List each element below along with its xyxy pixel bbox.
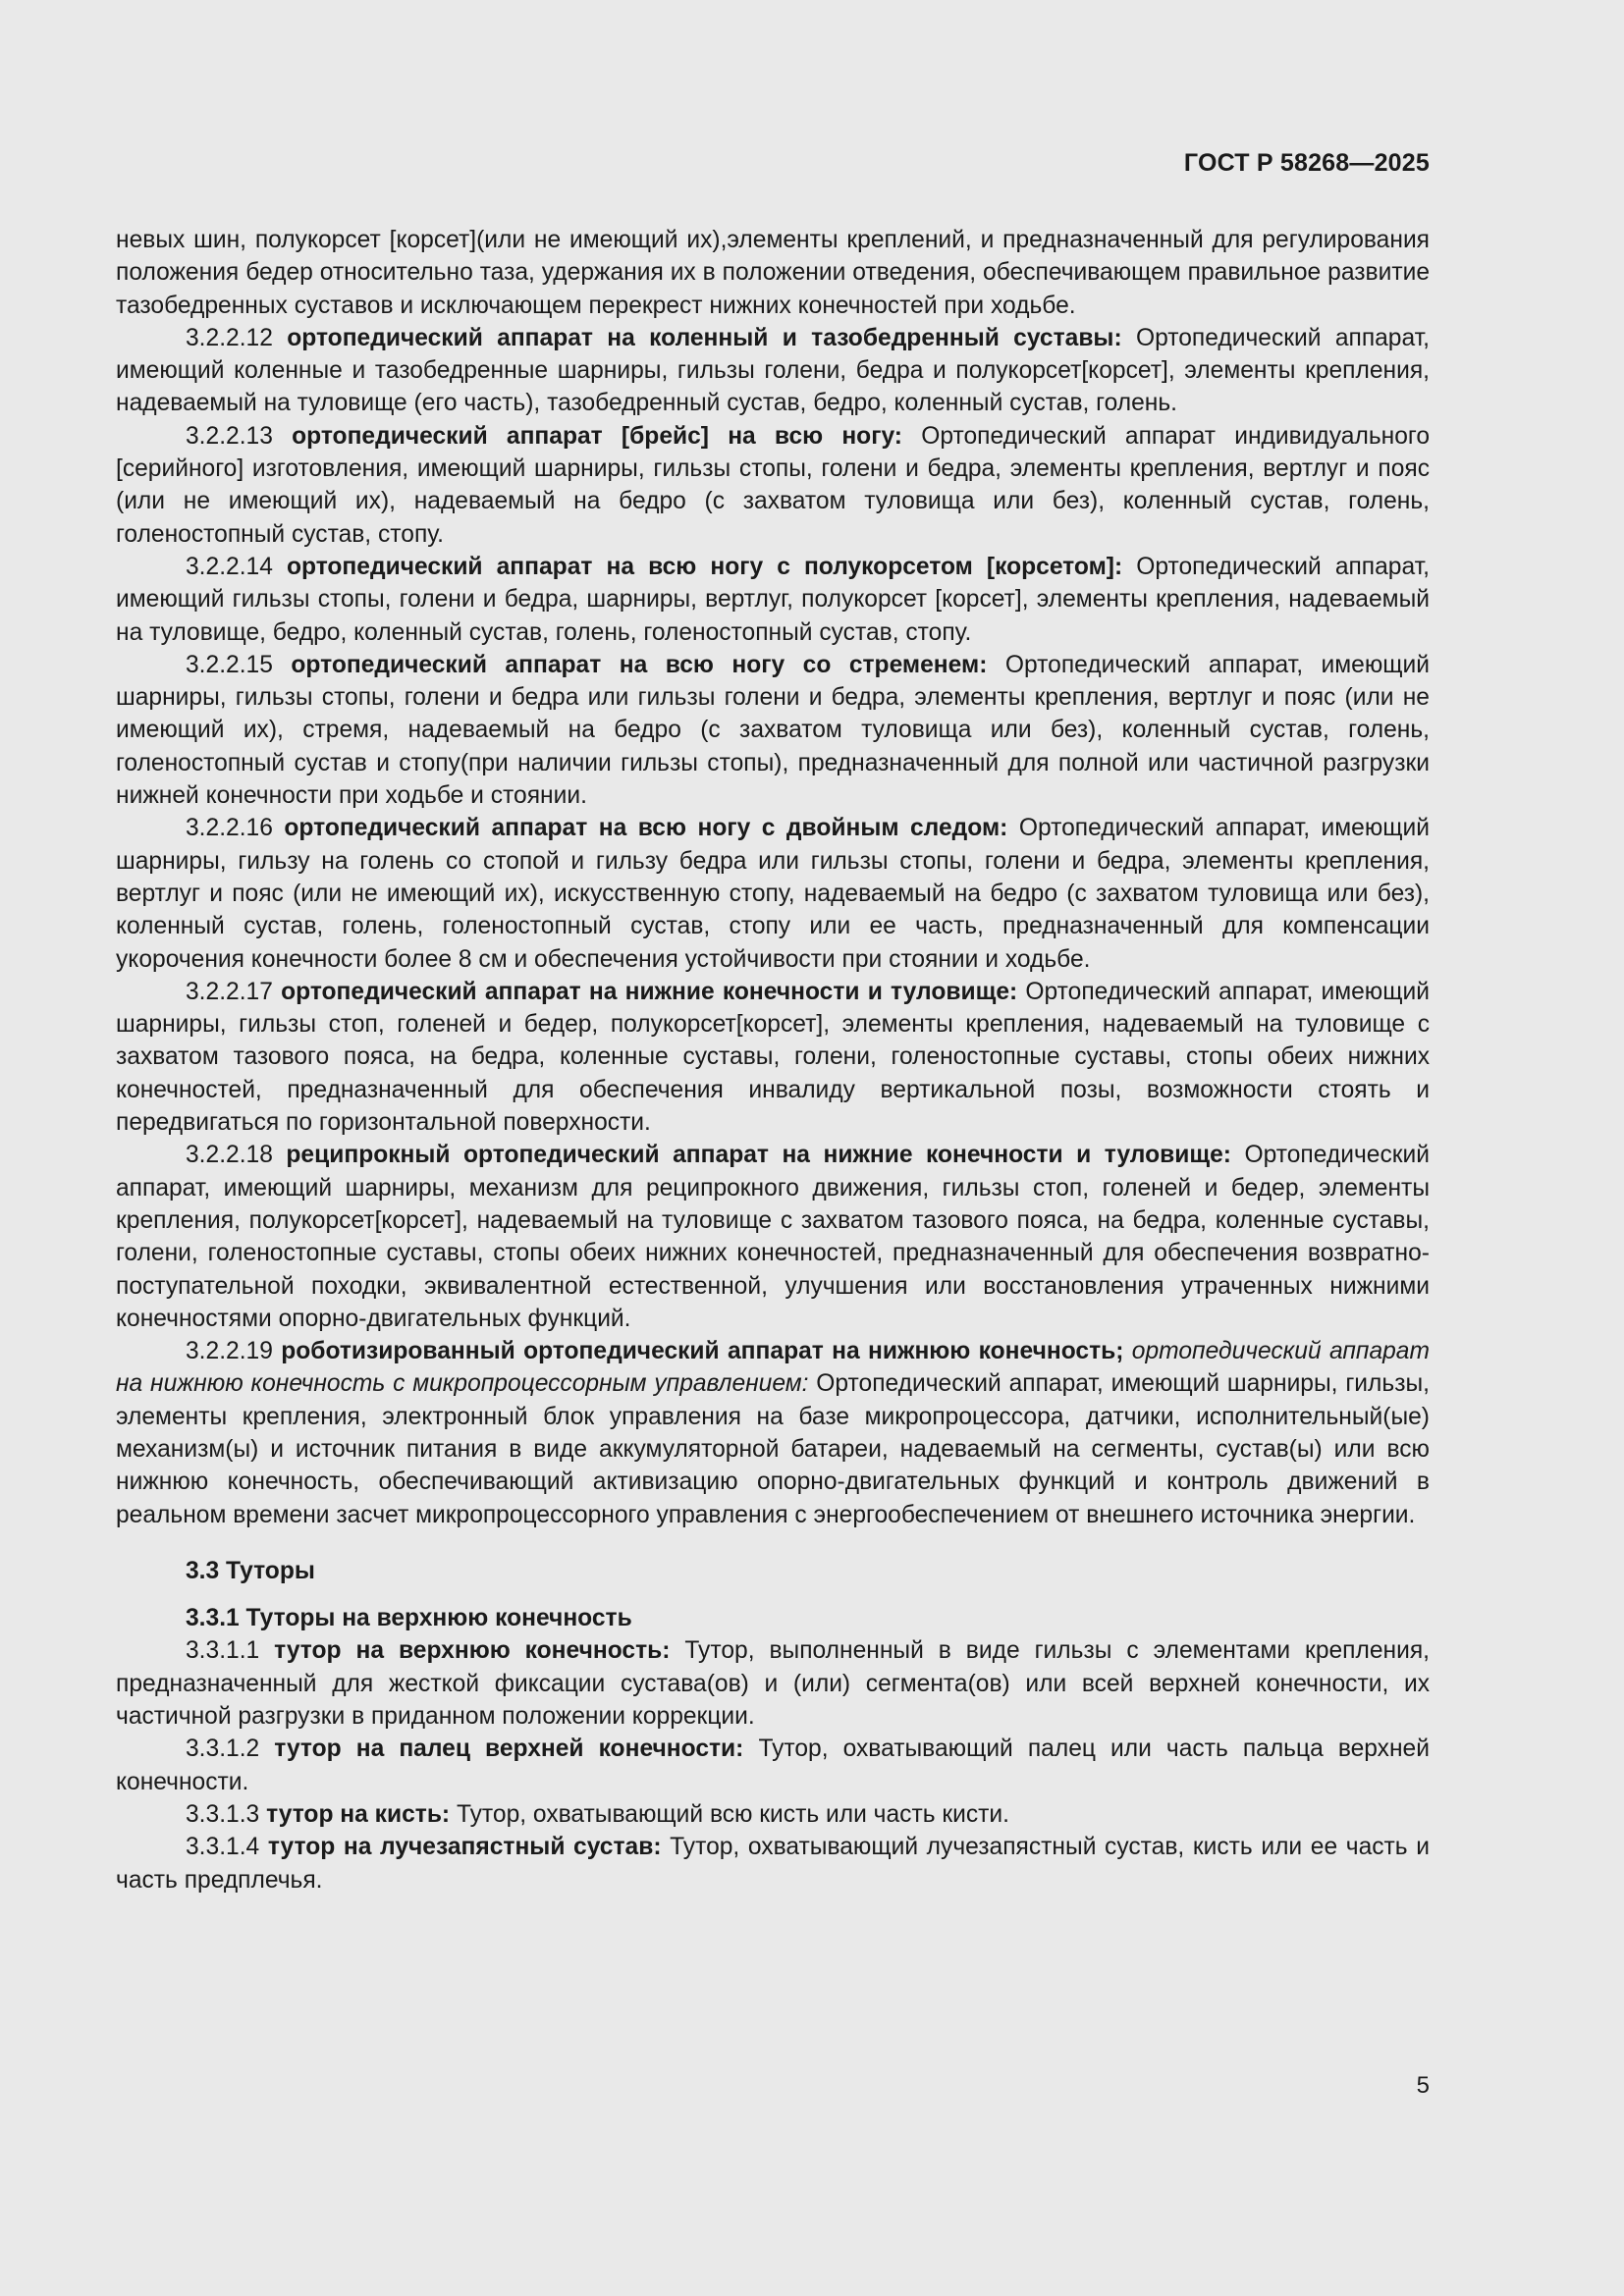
term-title: ортопедический аппарат на коленный и тазобедренный суставы: — [287, 324, 1122, 351]
term-definition: Ортопедический аппарат индивидуального [серийного] изготовления, имеющий шарниры, гильзы стопы, голени и бедра, элементы крепления, вертлуг и пояс (или не имеющий их), надеваемый на бедро (с захватом туловища или без), коленный сустав, голень, голеностопный сустав, стопу. — [116, 422, 1430, 548]
term-number: 3.3.1.2 — [186, 1735, 260, 1763]
paragraph-continuation: невых шин, полукорсет [корсет](или не имеющий их),элементы креплений, и предназначенный для регулирования положения бедер относительно таза, удержания их в положении отведения, обеспечивающем правильное развитие тазобедренных суставов и исключающем перекрест нижних конечностей при ходьбе. — [116, 227, 1430, 319]
term-title: ортопедический аппарат [брейс] на всю ногу: — [292, 422, 902, 450]
section-heading-3-3: 3.3 Туторы — [186, 1557, 315, 1584]
term-definition: Ортопедический аппарат, имеющий коленные и тазобедренные шарниры, гильзы голени, бедра и полукорсет[корсет], элементы крепления, надеваемый на туловище (его часть), тазобедренный сустав, бедро, коленный сустав, голень. — [116, 324, 1430, 417]
term-entry-3-2-2-18 — [116, 1139, 1430, 1335]
term-title: роботизированный ортопедический аппарат на нижнюю конечность; — [281, 1338, 1124, 1365]
subsection-heading-3-3-1: 3.3.1 Туторы на верхнюю конечность — [186, 1605, 632, 1632]
term-number: 3.2.2.12 — [186, 324, 273, 351]
term-number: 3.3.1.3 — [186, 1800, 260, 1828]
term-title: ортопедический аппарат на всю ногу с двойным следом: — [284, 815, 1008, 842]
term-definition: Ортопедический аппарат, имеющий шарниры, гильзу на голень со стопой и гильзу бедра или гильзы стопы, голени и бедра, элементы крепления, вертлуг и пояс (или не имеющий их), искусственную стопу, надеваемый на бедро (с захватом туловища или без), коленный сустав, голень, голеностопный сустав, стопу или ее часть, предназначенный для компенсации укорочения конечности более 8 см и обеспечения устойчивости при стоянии и ходьбе. — [116, 815, 1430, 973]
term-number: 3.3.1.4 — [186, 1834, 260, 1861]
term-number: 3.2.2.17 — [186, 978, 273, 1005]
term-number: 3.3.1.1 — [186, 1637, 260, 1665]
term-title: тутор на палец верхней конечности: — [274, 1735, 744, 1763]
term-definition: Ортопедический аппарат, имеющий гильзы стопы, голени и бедра, шарниры, вертлуг, полукорсет [корсет], элементы крепления, надеваемый на туловище, бедро, коленный сустав, голень, голеностопный сустав, стопу. — [116, 553, 1430, 646]
term-definition: Тутор, выполненный в виде гильзы с элементами крепления, предназначенный для жесткой фиксации сустава(ов) и (или) сегмента(ов) или всей верхней конечности, их частичной разгрузки в приданном положении коррекции. — [116, 1637, 1430, 1731]
term-definition: Тутор, охватывающий палец или часть пальца верхней конечности. — [116, 1735, 1430, 1795]
term-definition: Ортопедический аппарат, имеющий шарниры, механизм для реципрокного движения, гильзы стоп, голеней и бедер, элементы крепления, полукорсет[корсет], надеваемый на туловище с захватом тазового пояса, на бедра, коленные суставы, голени, голеностопные суставы, стопы обеих нижних конечностей, предназначенный для обеспечения возвратно-поступательной походки, эквивалентной естественной, улучшения или восстановления утраченных нижними конечностями опорно-двигательных функций. — [116, 1142, 1430, 1332]
term-entry-3-3-1-3 — [116, 1798, 1430, 1831]
term-definition: Ортопедический аппарат, имеющий шарниры, гильзы, элементы крепления, электронный блок управления на базе микропроцессора, датчики, исполнительный(ые) механизм(ы) и источник питания в виде аккумуляторной батареи, надеваемый на сегменты, сустав(ы) или всю нижнюю конечность, обеспечивающий активизацию опорно-двигательных функций и контроль движений в реальном времени засчет микропроцессорного управления с энергообеспечением от внешнего источника энергии. — [116, 1370, 1430, 1528]
term-title: тутор на верхнюю конечность: — [274, 1637, 671, 1665]
term-title: тутор на лучезапястный сустав: — [267, 1834, 662, 1861]
standard-designation: ГОСТ Р 58268—2025 — [1183, 149, 1430, 177]
term-definition: Тутор, охватывающий лучезапястный сустав, кисть или ее часть и часть предплечья. — [116, 1834, 1430, 1894]
term-title: ортопедический аппарат на всю ногу со стременем: — [291, 651, 988, 678]
term-entry-3-3-1-1 — [116, 1634, 1430, 1733]
term-title: тутор на кисть: — [266, 1800, 451, 1828]
term-entry-3-2-2-15 — [116, 649, 1430, 812]
term-entry-3-2-2-14 — [116, 551, 1430, 649]
term-entry-3-3-1-4 — [116, 1831, 1430, 1896]
term-number: 3.2.2.13 — [186, 422, 273, 450]
term-title: реципрокный ортопедический аппарат на нижние конечности и туловище: — [286, 1142, 1231, 1169]
document-body — [116, 224, 1430, 1896]
term-entry-3-2-2-16 — [116, 812, 1430, 975]
term-entry-3-3-1-2 — [116, 1733, 1430, 1798]
term-number: 3.2.2.16 — [186, 815, 273, 842]
term-entry-3-2-2-12 — [116, 322, 1430, 420]
term-entry-3-2-2-13 — [116, 420, 1430, 551]
term-entry-3-2-2-19 — [116, 1335, 1430, 1531]
page-number: 5 — [1416, 2072, 1430, 2099]
term-number: 3.2.2.14 — [186, 553, 273, 580]
term-definition: Тутор, охватывающий всю кисть или часть кисти. — [456, 1800, 1009, 1828]
term-number: 3.2.2.18 — [186, 1142, 273, 1169]
term-number: 3.2.2.15 — [186, 651, 273, 678]
term-entry-3-2-2-17 — [116, 976, 1430, 1139]
term-title: ортопедический аппарат на всю ногу с полукорсетом [корсетом]: — [286, 553, 1123, 580]
term-synonym: ортопедический аппарат на нижнюю конечность с микропроцессорным управлением: — [116, 1338, 1430, 1398]
term-number: 3.2.2.19 — [186, 1338, 273, 1365]
term-definition: Ортопедический аппарат, имеющий шарниры, гильзы стопы, голени и бедра или гильзы голени и бедра, элементы крепления, вертлуг и пояс (или не имеющий их), стремя, надеваемый на бедро (с захватом туловища или без), коленный сустав, голень, голеностопный сустав и стопу(при наличии гильзы стопы), предназначенный для полной или частичной разгрузки нижней конечности при ходьбе и стоянии. — [116, 651, 1430, 810]
term-title: ортопедический аппарат на нижние конечности и туловище: — [281, 978, 1018, 1005]
term-definition: Ортопедический аппарат, имеющий шарниры, гильзы стоп, голеней и бедер, полукорсет[корсет], элементы крепления, надеваемый на туловище с захватом тазового пояса, на бедра, коленные суставы, голени, голеностопные суставы, стопы обеих нижних конечностей, предназначенный для обеспечения инвалиду вертикальной позы, возможности стоять и передвигаться по горизонтальной поверхности. — [116, 978, 1430, 1137]
